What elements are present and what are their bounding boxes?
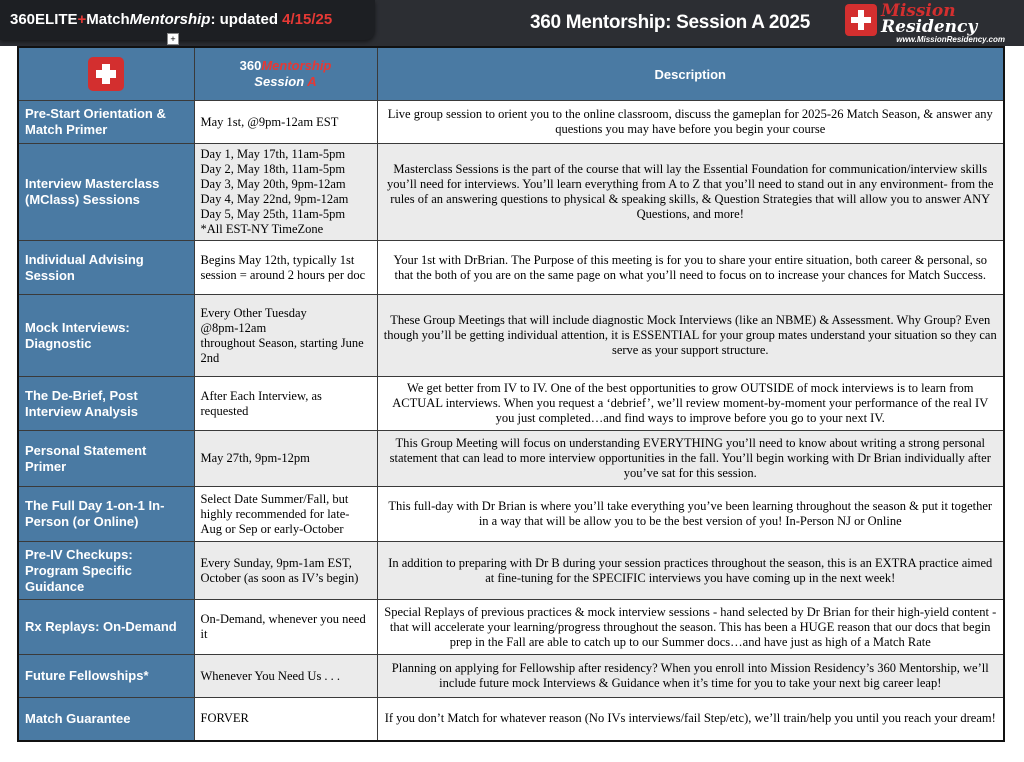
- brand-mentorship: Mentorship: [129, 11, 211, 28]
- row-description: If you don’t Match for whatever reason (No IVs interviews/fail Step/etc), we’ll train/help you until you reach your dream!: [377, 698, 1004, 741]
- row-name: Future Fellowships*: [18, 655, 194, 698]
- updated-date: 4/15/25: [282, 11, 333, 28]
- header-360: 360: [239, 58, 262, 73]
- header-session-letter: A: [307, 74, 317, 89]
- title-tab: [0, 0, 375, 40]
- row-schedule: On-Demand, whenever you need it: [194, 600, 377, 655]
- row-name: Personal Statement Primer: [18, 431, 194, 487]
- row-schedule: Select Date Summer/Fall, but highly recommended for late-Aug or Sep or early-October: [194, 487, 377, 542]
- row-schedule: Begins May 12th, typically 1st session = around 2 hours per doc: [194, 241, 377, 295]
- row-description: This Group Meeting will focus on understanding EVERYTHING you’ll need to know about writing a strong personal statement that can lead to more interview opportunities in the fall. You’ll begin working with Dr Brian individually after you’ve sat for this session.: [377, 431, 1004, 487]
- header-logo-cell: [18, 47, 194, 101]
- row-description: These Group Meetings that will include diagnostic Mock Interviews (like an NBME) & Assessment. Why Group? Even though you’ll be getting individual attention, it is ESSENTIAL for your group mates understand your situation so they can serve as your support structure.: [377, 295, 1004, 377]
- updated-label: : updated: [210, 11, 283, 28]
- table-row: [18, 377, 1004, 431]
- table-row: [18, 698, 1004, 741]
- table-row: [18, 144, 1004, 241]
- table-header-row: [18, 47, 1004, 101]
- medical-cross-icon: [88, 57, 124, 91]
- table-row: [18, 655, 1004, 698]
- logo-url: www.MissionResidency.com: [896, 35, 1005, 44]
- row-description: Planning on applying for Fellowship after residency? When you enroll into Mission Residency’s 360 Mentorship, we’ll include future mock Interviews & Guidance when it’s time for you to take your next big career leap!: [377, 655, 1004, 698]
- mission-residency-logo: [845, 3, 1015, 43]
- document-title: [10, 11, 332, 28]
- table-row: [18, 487, 1004, 542]
- brand-match: Match: [86, 11, 130, 28]
- logo-text-residency: Residency: [881, 17, 978, 37]
- row-name: Individual Advising Session: [18, 241, 194, 295]
- table-row: [18, 431, 1004, 487]
- header-session-word: Session: [254, 74, 305, 89]
- brand-360elite: 360ELITE: [10, 11, 78, 28]
- row-description: This full-day with Dr Brian is where you’ll take everything you’ve been learning throughout the season & put it together in a way that will be allow you to be the best version of you! In-Person NJ or Online: [377, 487, 1004, 542]
- row-description: Masterclass Sessions is the part of the course that will lay the Essential Foundation for communication/interview skills you’ll need for interviews. You’ll learn everything from A to Z that you’ll need to stand out in any environment- from the rules of an answering questions to physical & speaking skills, & Question Strategies that will allow you to answer ANY Questions, and more!: [377, 144, 1004, 241]
- row-schedule: Every Sunday, 9pm-1am EST, October (as soon as IV’s begin): [194, 542, 377, 600]
- header-mentorship: Mentorship: [261, 58, 332, 73]
- row-name: The Full Day 1-on-1 In-Person (or Online): [18, 487, 194, 542]
- row-description: Live group session to orient you to the online classroom, discuss the gameplan for 2025-26 Match Season, & answer any questions you may have before you begin your course: [377, 101, 1004, 144]
- row-schedule: After Each Interview, as requested: [194, 377, 377, 431]
- table-row: [18, 600, 1004, 655]
- row-name: The De-Brief, Post Interview Analysis: [18, 377, 194, 431]
- row-schedule: Whenever You Need Us . . .: [194, 655, 377, 698]
- mentorship-schedule-table: [17, 46, 1005, 742]
- row-schedule: May 1st, @9pm-12am EST: [194, 101, 377, 144]
- row-description: Your 1st with DrBrian. The Purpose of this meeting is for you to share your entire situation, both career & personal, so that the both of you are on the same page on what you’ll need to focus on to increase your chances for Match Success.: [377, 241, 1004, 295]
- table-row: [18, 101, 1004, 144]
- row-description: Special Replays of previous practices & mock interview sessions - hand selected by Dr Brian for their high-yield content - that will accelerate your learning/progress throughout the season. This has been a HUGE reason that our docs that begin prep in the Fall are able to catch up to our Summer docs…and have just as high of a Match Rate: [377, 600, 1004, 655]
- row-name: Match Guarantee: [18, 698, 194, 741]
- row-schedule: May 27th, 9pm-12pm: [194, 431, 377, 487]
- header-session-cell: [194, 47, 377, 101]
- brand-plus: +: [77, 11, 87, 28]
- row-schedule: Day 1, May 17th, 11am-5pm Day 2, May 18th, 11am-5pm Day 3, May 20th, 9pm-12am Day 4, May 22nd, 9pm-12am Day 5, May 25th, 11am-5pm *All EST-NY TimeZone: [194, 144, 377, 241]
- row-name: Pre-IV Checkups: Program Specific Guidance: [18, 542, 194, 600]
- row-description: In addition to preparing with Dr B during your session practices throughout the season, this is an EXTRA practice aimed at fine-tuning for the SPECIFIC interviews you have coming up in the next week!: [377, 542, 1004, 600]
- medical-cross-icon: [845, 4, 877, 36]
- row-name: Mock Interviews: Diagnostic: [18, 295, 194, 377]
- row-schedule: Every Other Tuesday @8pm-12am throughout Season, starting June 2nd: [194, 295, 377, 377]
- row-name: Pre-Start Orientation & Match Primer: [18, 101, 194, 144]
- row-schedule: FORVER: [194, 698, 377, 741]
- top-bar: [0, 0, 1024, 46]
- session-title: 360 Mentorship: Session A 2025: [530, 12, 810, 33]
- expand-icon[interactable]: +: [167, 33, 179, 45]
- table-row: [18, 295, 1004, 377]
- row-name: Interview Masterclass (MClass) Sessions: [18, 144, 194, 241]
- header-description-cell: Description: [377, 47, 1004, 101]
- table-row: [18, 241, 1004, 295]
- row-name: Rx Replays: On-Demand: [18, 600, 194, 655]
- logo-text-mission: Mission: [881, 1, 956, 21]
- table-row: [18, 542, 1004, 600]
- row-description: We get better from IV to IV. One of the best opportunities to grow OUTSIDE of mock interviews is to learn from ACTUAL interviews. When you request a ‘debrief’, we’ll review moment-by-moment your performance of the real IV you just completed…and find ways to improve before you go to your next IV.: [377, 377, 1004, 431]
